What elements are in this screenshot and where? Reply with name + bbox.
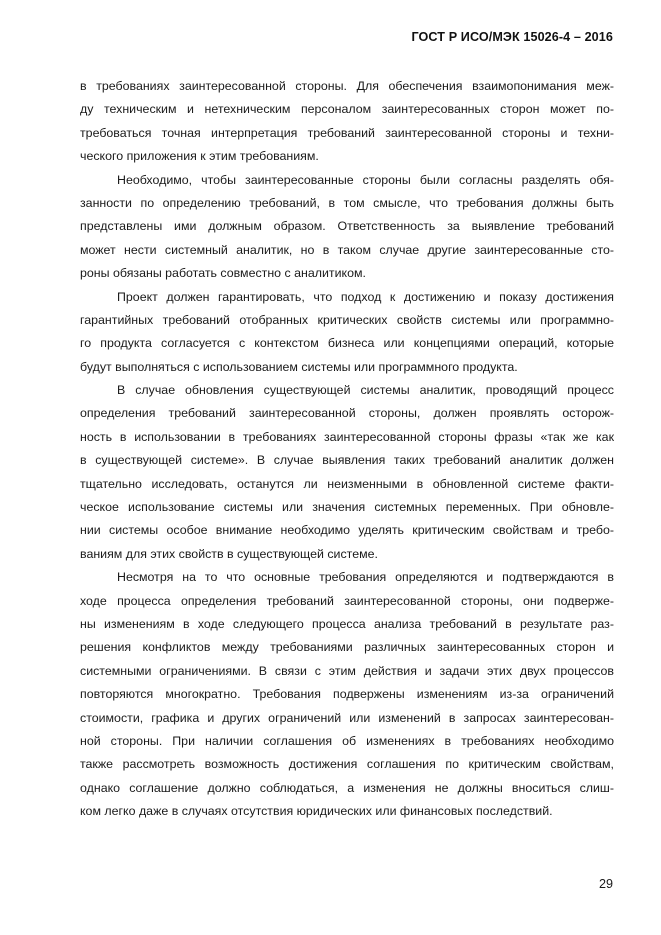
paragraph <box>80 75 614 169</box>
text-line: может нести системный аналитик, но в таком случае другие заинтересованные сто- <box>80 242 614 257</box>
text-line: Проект должен гарантировать, что подход к достижению и показу достижения <box>117 289 614 304</box>
text-line: тщательно исследовать, останутся ли неизменными в обновленной системе факти- <box>80 476 614 491</box>
text-line: ваниям для этих свойств в существующей системе. <box>80 546 378 561</box>
text-line: ность в использовании в требованиях заинтересованной стороны фразы «так же как <box>80 429 614 444</box>
text-line: решения конфликтов между требованиями различных заинтересованных сторон и <box>80 640 614 655</box>
text-line: также рассмотреть возможность достижения соглашения по критическим свойствам, <box>80 757 614 772</box>
text-line: повторяются многократно. Требования подвержены изменениям из-за ограничений <box>80 687 614 702</box>
paragraph <box>80 286 614 380</box>
text-line: однако соглашение должно соблюдаться, а изменения не должны вноситься слиш- <box>80 780 614 795</box>
text-line: в существующей системе». В случае выявления таких требований аналитик должен <box>80 453 614 468</box>
text-line: определения требований заинтересованной стороны, должен проявлять осторож- <box>80 406 614 421</box>
text-line: нии системы особое внимание необходимо уделять критическим свойствам и требо- <box>80 523 614 538</box>
text-line: го продукта согласуется с контекстом бизнеса или концепциями операций, которые <box>80 336 614 351</box>
page-number: 29 <box>598 877 613 891</box>
body-text <box>80 75 614 824</box>
text-line: ческое использование системы или значения системных переменных. При обновле- <box>80 500 614 515</box>
text-line: Несмотря на то что основные требования определяются и подтверждаются в <box>117 570 614 585</box>
text-line: в требованиях заинтересованной стороны. Для обеспечения взаимопонимания меж- <box>80 79 614 93</box>
document-header: ГОСТ Р ИСО/МЭК 15026-4 – 2016 <box>411 30 613 44</box>
text-line: ходе процесса определения требований заинтересованной стороны, они подверже- <box>80 593 614 608</box>
paragraph <box>80 379 614 566</box>
text-line: роны обязаны работать совместно с аналитиком. <box>80 266 366 281</box>
text-line: системными ограничениями. В связи с этим действия и задачи этих двух процессов <box>80 663 614 678</box>
text-line: ческого приложения к этим требованиям. <box>80 149 319 164</box>
paragraph <box>80 169 614 286</box>
text-line: стоимости, графика и других ограничений или изменений в запросах заинтересован- <box>80 710 614 725</box>
text-line: ду техническим и нетехническим персоналом заинтересованных сторон может по- <box>80 102 614 117</box>
text-line: ком легко даже в случаях отсутствия юридических или финансовых последствий. <box>80 804 553 819</box>
text-line: В случае обновления существующей системы аналитик, проводящий процесс <box>117 383 614 398</box>
text-line: гарантийных требований отобранных критических свойств системы или программно- <box>80 312 614 327</box>
text-line: Необходимо, чтобы заинтересованные стороны были согласны разделять обя- <box>117 172 614 187</box>
text-line: занности по определению требований, в том смысле, что требования должны быть <box>80 195 614 210</box>
text-line: ной стороны. При наличии соглашения об изменениях в требованиях необходимо <box>80 733 614 748</box>
text-line: требоваться точная интерпретация требований заинтересованной стороны и техни- <box>80 125 614 140</box>
text-line: будут выполняться с использованием системы или программного продукта. <box>80 359 518 374</box>
text-line: ны изменениям в ходе следующего процесса анализа требований в результате раз- <box>80 616 614 631</box>
text-line: представлены ими должным образом. Ответственность за выявление требований <box>80 219 614 234</box>
paragraph <box>80 566 614 823</box>
